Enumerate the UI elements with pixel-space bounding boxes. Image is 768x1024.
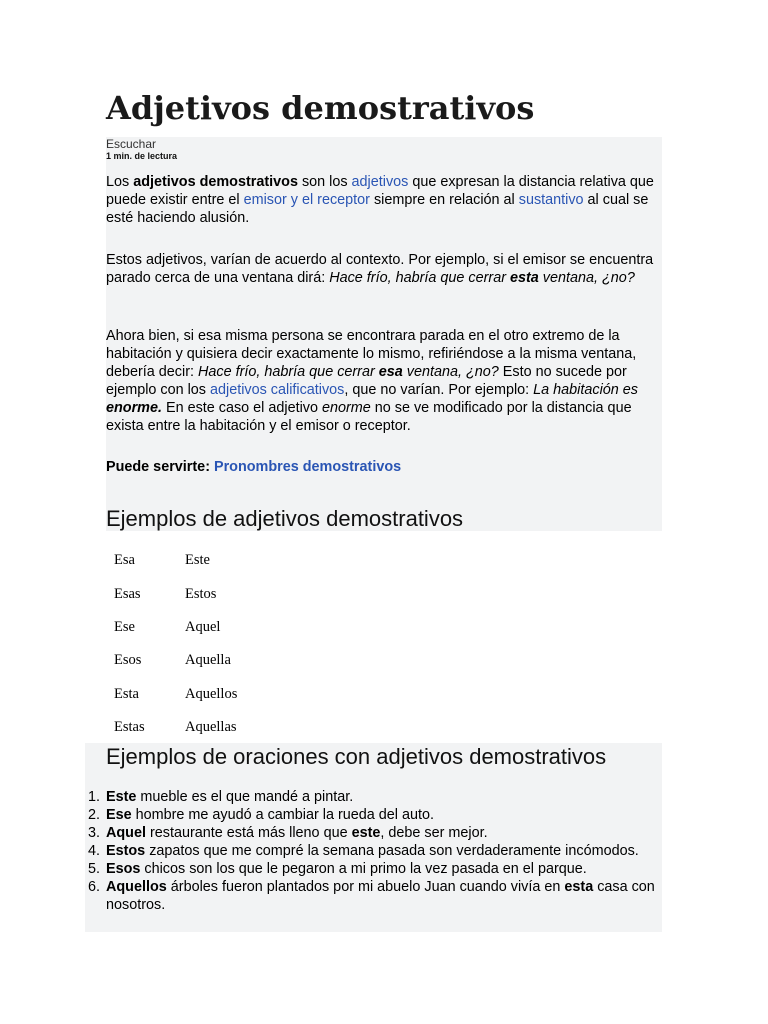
intro-paragraph: Los adjetivos demostrativos son los adjetivos que expresan la distancia relativa que puede existir entre el emisor y el receptor siempre en relación al sustantivo al cual se esté haciendo alusión.: [106, 174, 654, 226]
table-cell: Esa: [114, 552, 135, 569]
table-cell: Estos: [185, 585, 217, 602]
page-title: Adjetivos demostrativos: [106, 89, 535, 127]
link-adjetivos-calificativos[interactable]: adjetivos calificativos: [210, 382, 345, 398]
see-also: [106, 458, 662, 476]
list-item: 4. Estos zapatos que me compré la semana pasada son verdaderamente incómodos.: [87, 843, 639, 859]
context-paragraph: Estos adjetivos, varían de acuerdo al contexto. Por ejemplo, si el emisor se encuentra parado cerca de una ventana dirá: Hace frío, habría que cerrar esta ventana, ¿no?: [106, 252, 654, 286]
section-heading-examples: Ejemplos de adjetivos demostrativos: [106, 506, 464, 531]
link-emisor-receptor[interactable]: emisor y el receptor: [243, 192, 370, 208]
list-item: 5. Esos chicos son los que le pegaron a mi primo la vez pasada en el parque.: [87, 861, 587, 877]
table-row: [106, 577, 306, 610]
link-sustantivo[interactable]: sustantivo: [518, 192, 584, 208]
table-cell: Esas: [114, 585, 141, 602]
table-cell: Ese: [114, 618, 135, 635]
listen-button[interactable]: Escuchar: [106, 137, 157, 151]
list-item: 1. Este mueble es el que mandé a pintar.: [87, 789, 354, 805]
section-heading-sentences: Ejemplos de oraciones con adjetivos demostrativos: [106, 744, 607, 769]
table-cell: Esos: [114, 652, 142, 669]
table-cell: Aquellas: [185, 719, 237, 736]
link-pronombres-demostrativos[interactable]: Pronombres demostrativos: [213, 459, 402, 475]
table-row: [106, 644, 306, 677]
list-item: 3. Aquel restaurante está más lleno que este, debe ser mejor.: [87, 825, 488, 841]
table-cell: Esta: [114, 685, 139, 702]
list-item: 2. Ese hombre me ayudó a cambiar la rueda del auto.: [87, 807, 434, 823]
table-cell: Este: [185, 552, 210, 569]
table-cell: Aquel: [185, 618, 221, 635]
distance-paragraph: Ahora bien, si esa misma persona se encontrara parada en el otro extremo de la habitación y quisiera decir exactamente lo mismo, refiriéndose a la misma ventana, debería decir: Hace frío, habría que cerrar esa ventana, ¿no? Esto no sucede por ejemplo con los adjetivos calificativos, que no varían. Por ejemplo: La habitación es enorme. En este caso el adjetivo enorme no se ve modificado por la distancia que exista entre la habitación y el emisor o receptor.: [106, 328, 638, 434]
table-row: [106, 611, 306, 644]
table-row: [106, 678, 306, 711]
list-item: 6. Aquellos árboles fueron plantados por mi abuelo Juan cuando vivía en esta casa con nosotros.: [87, 879, 655, 913]
table-cell: Aquella: [185, 652, 231, 669]
table-cell: Aquellos: [185, 685, 238, 702]
see-also-label: Puede servirte:: [106, 459, 214, 475]
sentences-list: [87, 788, 662, 914]
intro-bold-term: adjetivos demostrativos: [133, 174, 298, 190]
link-adjetivos[interactable]: adjetivos: [351, 174, 409, 190]
table-cell: Estas: [114, 719, 145, 736]
examples-table: [106, 544, 306, 744]
table-row: [106, 711, 306, 744]
table-row: [106, 544, 306, 577]
reading-time: 1 min. de lectura: [106, 151, 178, 161]
